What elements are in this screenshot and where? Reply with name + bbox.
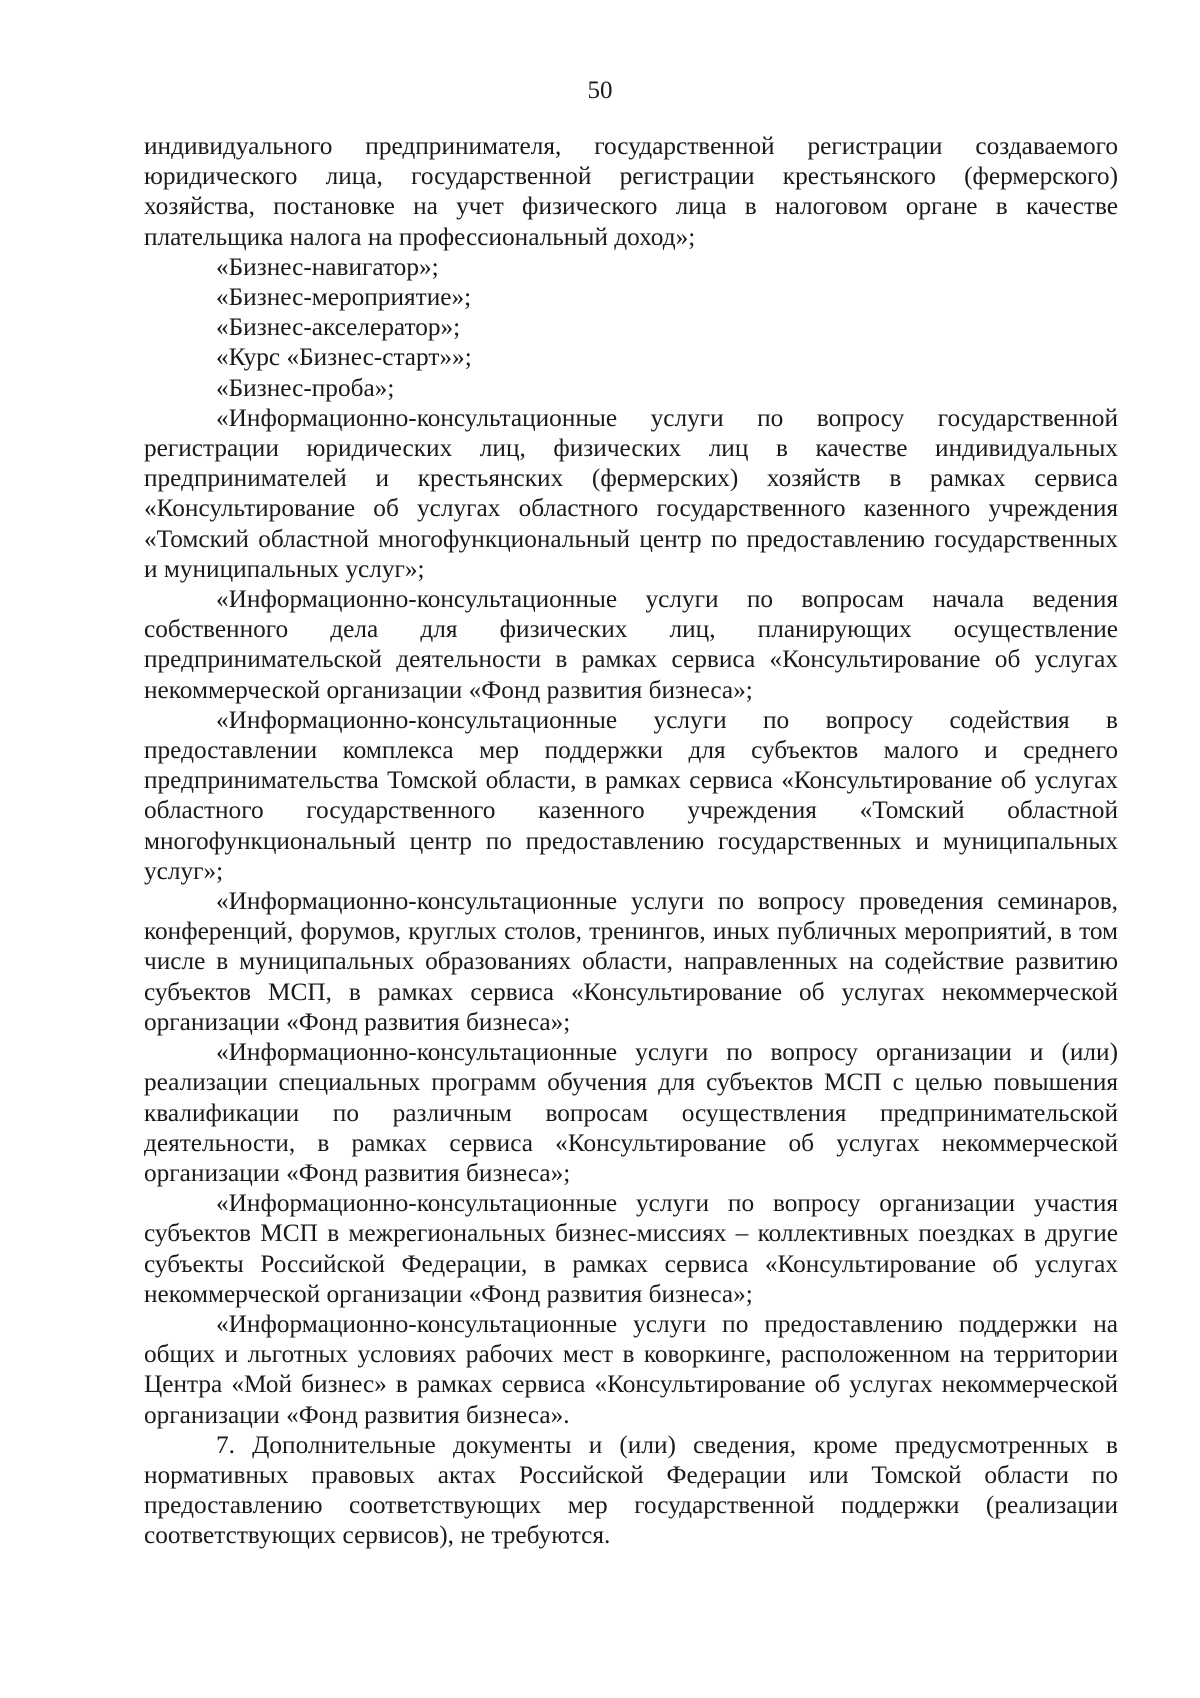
numbered-clause: 7. Дополнительные документы и (или) сведения, кроме предусмотренных в нормативных правовых актах Российской Федерации или Томской области по предоставлению соответствующих мер государственной поддержки (реализации соответствующих сервисов), не требуются. [144,1430,1118,1550]
list-item: «Бизнес-акселератор»; [216,313,461,342]
list-item: «Бизнес-мероприятие»; [216,283,472,312]
list-item: «Информационно-консультационные услуги по предоставлению поддержки на общих и льготных условиях рабочих мест в коворкинге, расположенном на территории Центра «Мой бизнес» в рамках сервиса «Консультирование об услугах некоммерческой организации «Фонд развития бизнеса». [144,1309,1118,1429]
list-item: «Курс «Бизнес-старт»»; [216,343,472,372]
list-item: «Информационно-консультационные услуги по вопросу проведения семинаров, конференций, форумов, круглых столов, тренингов, иных публичных мероприятий, в том числе в муниципальных образованиях области, направленных на содействие развитию субъектов МСП, в рамках сервиса «Консультирование об услугах некоммерческой организации «Фонд развития бизнеса»; [144,887,1118,1036]
paragraph: индивидуального предпринимателя, государственной регистрации создаваемого юридического лица, государственной регистрации крестьянского (фермерского) хозяйства, постановке на учет физического лица в налоговом органе в качестве плательщика налога на профессиональный доход»; [144,132,1118,251]
document-body [144,131,1118,1551]
list-item: «Информационно-консультационные услуги по вопросу содействия в предоставлении комплекса мер поддержки для субъектов малого и среднего предпринимательства Томской области, в рамках сервиса «Консультирование об услугах областного государственного казенного учреждения «Томский областной многофункциональный центр по предоставлению государственных и муниципальных услуг»; [144,705,1118,885]
list-item: «Информационно-консультационные услуги по вопросу государственной регистрации юридических лиц, физических лиц в качестве индивидуальных предпринимателей и крестьянских (фермерских) хозяйств в рамках сервиса «Консультирование об услугах областного государственного казенного учреждения «Томский областной многофункциональный центр по предоставлению государственных и муниципальных услуг»; [144,403,1118,583]
page-number: 50 [587,77,613,104]
list-item: «Бизнес-навигатор»; [216,252,439,281]
list-item: «Информационно-консультационные услуги по вопросу организации и (или) реализации специальных программ обучения для субъектов МСП с целью повышения квалификации по различным вопросам осуществления предпринимательской деятельности, в рамках сервиса «Консультирование об услугах некоммерческой организации «Фонд развития бизнеса»; [144,1038,1118,1187]
list-item: «Бизнес-проба»; [216,373,395,402]
list-item: «Информационно-консультационные услуги по вопросам начала ведения собственного дела для физических лиц, планирующих осуществление предпринимательской деятельности в рамках сервиса «Консультирование об услугах некоммерческой организации «Фонд развития бизнеса»; [144,585,1118,704]
list-item: «Информационно-консультационные услуги по вопросу организации участия субъектов МСП в межрегиональных бизнес-миссиях – коллективных поездках в другие субъекты Российской Федерации, в рамках сервиса «Консультирование об услугах некоммерческой организации «Фонд развития бизнеса»; [144,1189,1118,1308]
